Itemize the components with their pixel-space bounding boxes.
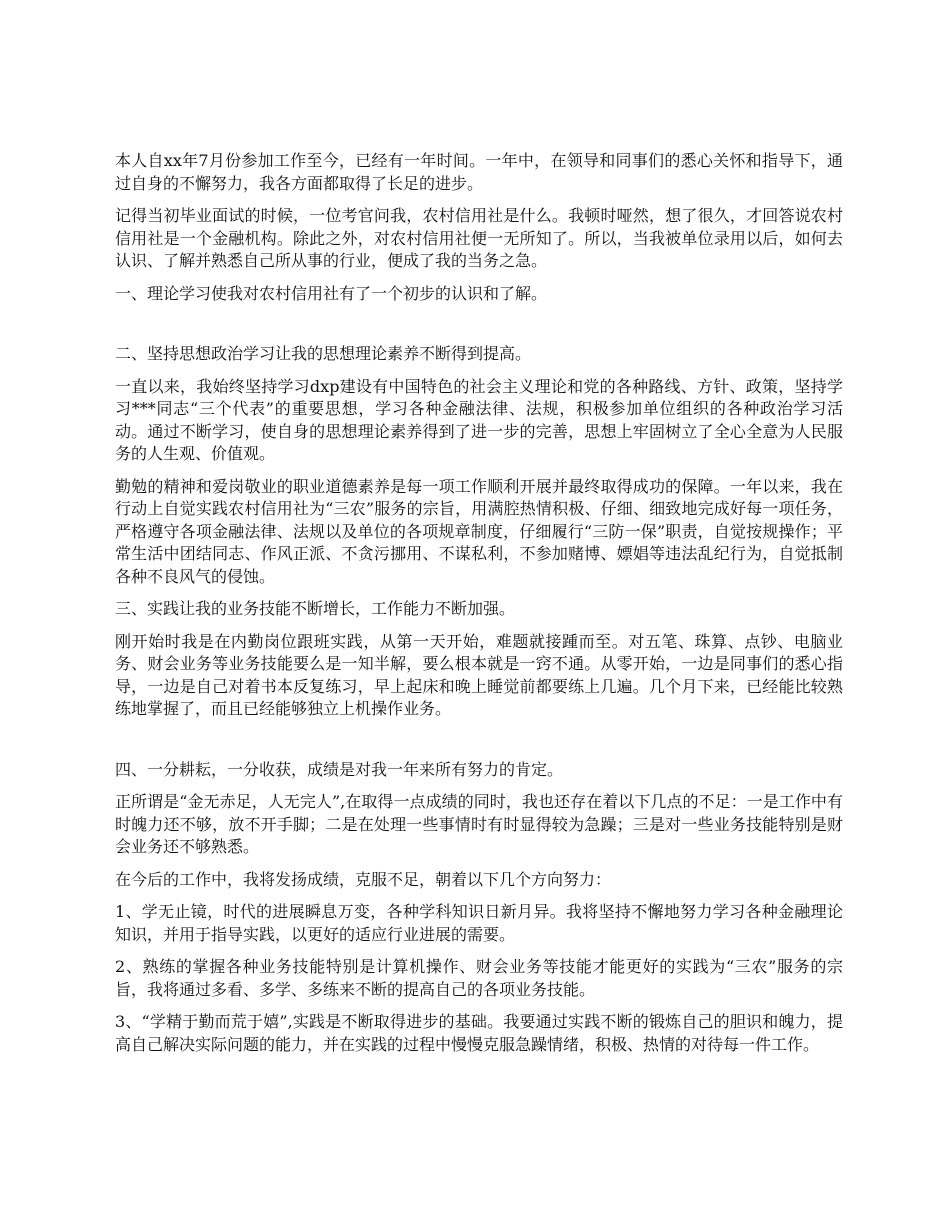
- paragraph-political-study: 一直以来，我始终坚持学习dxp建设有中国特色的社会主义理论和党的各种路线、方针、政策，坚持学习***同志“三个代表”的重要思想，学习各种金融法律、法规，积极参加单位组织的各种政治学习活动。通过不断学习，使自身的思想理论素养得到了进一步的完善，思想上牢固树立了全心全意为人民服务的人生观、价值观。: [115, 376, 843, 463]
- paragraph-interview: 记得当初毕业面试的时候，一位考官问我，农村信用社是什么。我顿时哑然，想了很久，才回答说农村信用社是一个金融机构。除此之外，对农村信用社便一无所知了。所以，当我被单位录用以后，如何去认识、了解并熟悉自己所从事的行业，便成了我的当务之急。: [115, 206, 843, 270]
- section-heading-1: 一、理论学习使我对农村信用社有了一个初步的认识和了解。: [115, 283, 548, 303]
- list-item-1: 1、学无止镜，时代的进展瞬息万变，各种学科知识日新月异。我将坚持不懈地努力学习各种金融理论知识，并用于指导实践，以更好的适应行业进展的需要。: [115, 902, 843, 944]
- blank-spacer: [115, 315, 843, 343]
- paragraph-shortcomings: 正所谓是“金无赤足，人无完人”,在取得一点成绩的同时，我也还存在着以下几点的不足：一是工作中有时魄力还不够，放不开手脚；二是在处理一些事情时有时显得较为急躁；三是对一些业务技能特别是财会业务还不够熟悉。: [115, 792, 843, 856]
- blank-spacer: [115, 731, 843, 759]
- section-heading-4: 四、一分耕耘，一分收获，成绩是对我一年来所有努力的肯定。: [115, 759, 564, 779]
- list-item-2: 2、熟练的掌握各种业务技能特别是计算机操作、财会业务等技能才能更好的实践为“三农”服务的宗旨，我将通过多看、多学、多练来不断的提高自己的各项业务技能。: [115, 957, 843, 999]
- list-item-3: 3、“学精于勤而荒于嬉”,实践是不断取得进步的基础。我要通过实践不断的锻炼自己的胆识和魄力，提高自己解决实际问题的能力，并在实践的过程中慢慢克服急躁情绪，积极、热情的对待每一件工作。: [115, 1012, 843, 1054]
- paragraph-future-intro: 在今后的工作中，我将发扬成绩，克服不足，朝着以下几个方向努力：: [115, 869, 612, 889]
- paragraph-work-ethic: 勤勉的精神和爱岗敬业的职业道德素养是每一项工作顺利开展并最终取得成功的保障。一年以来，我在行动上自觉实践农村信用社为“三农”服务的宗旨，用满腔热情积极、仔细、细致地完成好每一项任务，严格遵守各项金融法律、法规以及单位的各项规章制度，仔细履行“三防一保”职责，自觉按规操作；平常生活中团结同志、作风正派、不贪污挪用、不谋私利，不参加赌博、嫖娼等违法乱纪行为，自觉抵制各种不良风气的侵蚀。: [115, 476, 843, 586]
- document-page: [115, 150, 843, 1066]
- section-heading-2: 二、坚持思想政治学习让我的思想理论素养不断得到提高。: [115, 344, 532, 363]
- paragraph-practice: 刚开始时我是在内勤岗位跟班实践，从第一天开始，难题就接踵而至。对五笔、珠算、点钞、电脑业务、财会业务等业务技能要么是一知半解，要么根本就是一窍不通。从零开始，一边是同事们的悉心指导，一边是自己对着书本反复练习，早上起床和晚上睡觉前都要练上几遍。几个月下来，已经能比较熟练地掌握了，而且已经能够独立上机操作业务。: [115, 631, 843, 718]
- section-heading-3: 三、实践让我的业务技能不断增长，工作能力不断加强。: [115, 599, 516, 618]
- paragraph-intro: 本人自xx年7月份参加工作至今，已经有一年时间。一年中，在领导和同事们的悉心关怀和指导下，通过自身的不懈努力，我各方面都取得了长足的进步。: [115, 151, 843, 193]
